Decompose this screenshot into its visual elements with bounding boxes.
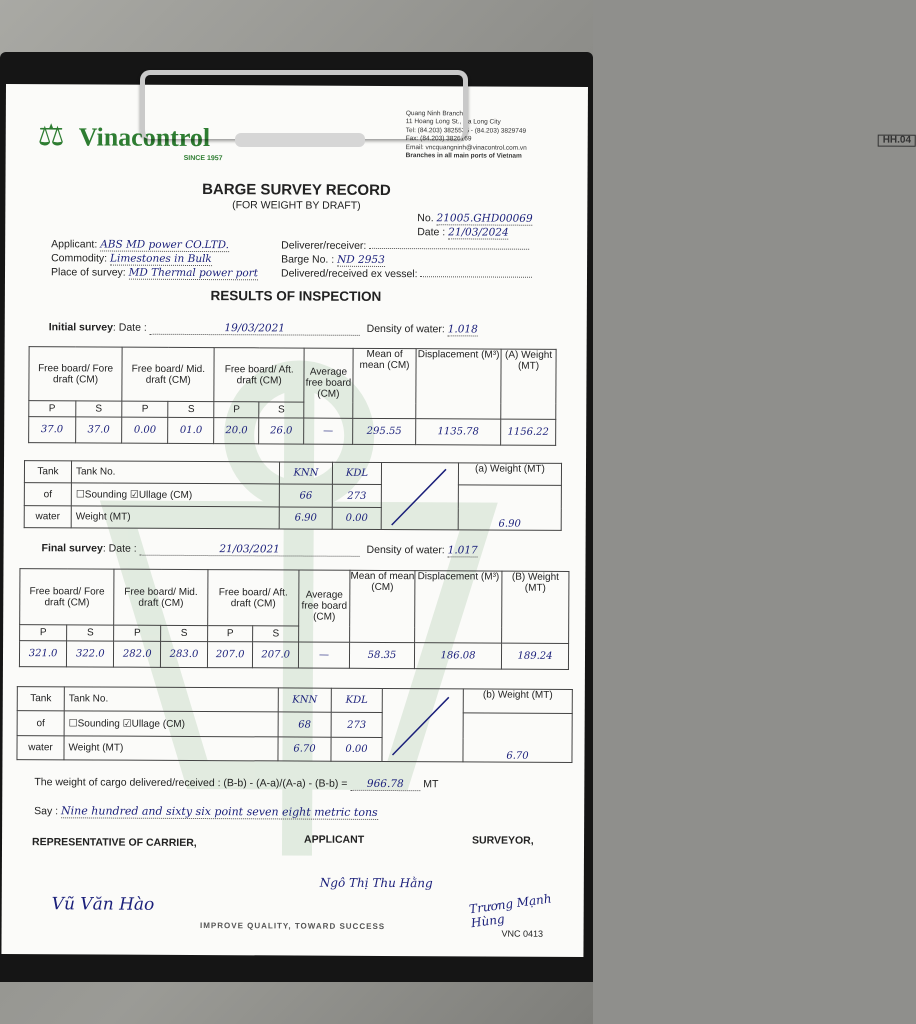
header-cell: Average free board (CM) bbox=[304, 348, 353, 418]
text-cell: Weight (MT) bbox=[71, 506, 279, 529]
text-cell: 1156.22 bbox=[501, 419, 556, 445]
header-cell: Average free board (CM) bbox=[299, 570, 350, 642]
text-cell: Ullage (CM) bbox=[131, 718, 186, 730]
text-cell: S bbox=[168, 401, 214, 417]
header-cell: Free board/ Aft. draft (CM) bbox=[214, 348, 304, 402]
text-cell: P bbox=[114, 625, 161, 641]
record-date bbox=[417, 226, 509, 238]
header-cell: Displacement (M³) bbox=[415, 571, 502, 643]
address-line: 11 Hoang Long St., Ha Long City bbox=[405, 118, 501, 126]
header-cell: Mean of mean (CM) bbox=[350, 570, 415, 642]
text-cell: Sounding bbox=[84, 488, 128, 501]
text-cell: Final survey bbox=[41, 542, 103, 555]
initial-date: 19/03/2021 bbox=[150, 322, 360, 336]
initial-survey-line bbox=[49, 321, 569, 337]
text-cell: S bbox=[161, 625, 208, 641]
address-line: Email: vncquangninh@vinacontrol.com.vn bbox=[405, 143, 527, 152]
text-cell: 20.0 bbox=[214, 418, 259, 444]
doc-code: HH.04 bbox=[878, 135, 916, 148]
text-cell: : Date : bbox=[112, 321, 147, 334]
applicant-value: ABS MD power CO.LTD. bbox=[100, 238, 230, 252]
text-cell: 6.90 bbox=[279, 507, 332, 529]
cross-cell bbox=[381, 462, 458, 529]
document-subtitle: (FOR WEIGHT BY DRAFT) bbox=[232, 199, 361, 212]
text-cell: 321.0 bbox=[19, 641, 66, 667]
surveyor-label: SURVEYOR, bbox=[472, 834, 534, 847]
text-cell: 0.00 bbox=[331, 737, 382, 761]
text-cell: P bbox=[214, 402, 259, 418]
address-line: Fax: (84.203) 3826169 bbox=[405, 135, 472, 143]
text-cell: Tank No. bbox=[64, 687, 278, 712]
text-cell: Tank bbox=[17, 687, 64, 711]
header-cell: Displacement (M³) bbox=[416, 349, 501, 419]
text-cell: — bbox=[304, 418, 353, 444]
text-cell: Delivered/received ex vessel: bbox=[280, 267, 418, 281]
text-cell: Density of water: bbox=[366, 322, 445, 336]
text-cell: MT bbox=[423, 778, 439, 791]
surveyor-signature: Trương Mạnh Hùng bbox=[468, 891, 553, 931]
text-cell: KNN bbox=[279, 462, 332, 484]
text-cell: 6.70 bbox=[278, 737, 331, 761]
address-line: Branches in all main ports of Vietnam bbox=[405, 152, 522, 160]
text-cell: : Date : bbox=[102, 542, 137, 555]
document-title: BARGE SURVEY RECORD bbox=[202, 181, 391, 200]
text-cell: 273 bbox=[331, 712, 382, 737]
text-cell: 186.08 bbox=[414, 643, 501, 669]
record-date-value: 21/03/2024 bbox=[448, 226, 509, 239]
final-draft-table bbox=[19, 568, 570, 670]
text-cell: Tank bbox=[24, 461, 71, 483]
text-cell: S bbox=[253, 626, 299, 642]
text-cell: Say : bbox=[34, 805, 59, 818]
text-cell: P bbox=[122, 401, 168, 417]
text-cell: 207.0 bbox=[207, 642, 253, 668]
text-cell: S bbox=[259, 402, 304, 418]
header-cell: Free board/ Fore draft (CM) bbox=[20, 569, 115, 625]
text-cell: Weight (MT) bbox=[64, 736, 278, 761]
text-cell: Ullage (CM) bbox=[138, 489, 193, 501]
text-cell: water bbox=[24, 506, 71, 528]
text-cell: Place of survey: bbox=[50, 266, 126, 279]
text-cell: Tank No. bbox=[71, 461, 279, 484]
binder-clip bbox=[140, 70, 468, 139]
text-cell: 01.0 bbox=[168, 417, 214, 443]
final-survey-line bbox=[42, 542, 572, 558]
record-no bbox=[417, 212, 532, 225]
cross-cell bbox=[382, 688, 463, 761]
text-cell: 0.00 bbox=[122, 417, 168, 443]
text-cell: 283.0 bbox=[161, 641, 208, 667]
table-row bbox=[29, 417, 556, 446]
applicant-label: APPLICANT bbox=[304, 833, 365, 846]
since-label: SINCE 1957 bbox=[183, 154, 223, 163]
header-cell: Free board/ Aft. draft (CM) bbox=[208, 570, 299, 626]
surveyor-code: VNC 0413 bbox=[501, 928, 544, 939]
text-cell: Applicant: bbox=[51, 238, 98, 251]
header-cell: Free board/ Mid. draft (CM) bbox=[122, 347, 215, 401]
initial-density: 1.018 bbox=[447, 323, 478, 336]
header-cell: (B) Weight (MT) bbox=[502, 571, 569, 643]
tank-table-1: Tank Tank No. KNN KDL (a) Weight (MT) of ☐Sounding ☑Ullage (CM) 66 273 6.90 water Weight (MT) 6.90 0.00 bbox=[24, 460, 562, 531]
text-cell: 6.90 bbox=[458, 485, 561, 531]
cargo-weight-value: 966.78 bbox=[350, 778, 420, 791]
text-cell: 37.0 bbox=[29, 417, 76, 443]
parties-left bbox=[51, 237, 291, 280]
commodity-value: Limestones in Bulk bbox=[109, 252, 212, 266]
text-cell: water bbox=[17, 736, 64, 760]
text-cell: KNN bbox=[278, 688, 331, 712]
text-cell: (a) Weight (MT) bbox=[458, 463, 561, 486]
text-cell: 68 bbox=[278, 712, 331, 737]
text-cell: 6.70 bbox=[463, 713, 572, 763]
text-cell: The weight of cargo delivered/received : (B-b) - (A-a)/(A-a) - (B-b) = bbox=[34, 776, 348, 790]
text-cell: 273 bbox=[332, 484, 381, 507]
initial-draft-table bbox=[28, 346, 557, 446]
text-cell: — bbox=[298, 642, 349, 668]
text-cell: 282.0 bbox=[114, 641, 161, 667]
carrier-label: REPRESENTATIVE OF CARRIER, bbox=[31, 836, 197, 850]
text-cell: No. bbox=[417, 212, 434, 225]
text-cell: (b) Weight (MT) bbox=[463, 689, 572, 714]
final-date: 21/03/2021 bbox=[140, 543, 360, 557]
text-cell: S bbox=[75, 401, 122, 417]
tank-table-2: Tank Tank No. KNN KDL (b) Weight (MT) of ☐Sounding ☑Ullage (CM) 68 273 6.70 water Weight (MT) 6.70 0.00 bbox=[16, 686, 572, 763]
place-value: MD Thermal power port bbox=[128, 266, 258, 280]
scales-icon: ⚖ bbox=[37, 119, 65, 153]
text-cell: 322.0 bbox=[67, 641, 114, 667]
text-cell: S bbox=[67, 625, 114, 641]
text-cell: 37.0 bbox=[75, 417, 122, 443]
text-cell: of bbox=[24, 483, 71, 506]
table-row bbox=[19, 641, 568, 670]
text-cell: Commodity: bbox=[51, 252, 108, 265]
text-cell: Initial survey bbox=[48, 321, 113, 334]
text-cell: P bbox=[20, 625, 67, 641]
text-cell: Density of water: bbox=[366, 543, 445, 557]
text-cell: 26.0 bbox=[259, 418, 304, 444]
text-cell: P bbox=[207, 626, 253, 642]
text-cell: 295.55 bbox=[353, 418, 416, 444]
text-cell: of bbox=[17, 711, 64, 736]
text-cell: 58.35 bbox=[349, 642, 414, 668]
text-cell: 0.00 bbox=[332, 507, 381, 529]
branch-label: Quang Ninh Branch: bbox=[405, 110, 465, 118]
text-cell: KDL bbox=[331, 688, 382, 712]
text-cell: Deliverer/receiver: bbox=[281, 239, 367, 252]
parties-right bbox=[281, 238, 551, 281]
slogan: IMPROVE QUALITY, TOWARD SUCCESS bbox=[200, 921, 386, 931]
text-cell: P bbox=[29, 401, 76, 417]
say-value: Nine hundred and sixty six point seven eight metric tons bbox=[61, 804, 378, 819]
final-density: 1.017 bbox=[447, 544, 478, 557]
header-cell: Mean of mean (CM) bbox=[353, 348, 416, 418]
text-cell: Barge No. : bbox=[281, 253, 335, 266]
company-name: Vinacontrol bbox=[78, 122, 211, 153]
results-title: RESULTS OF INSPECTION bbox=[210, 288, 382, 304]
text-cell: 1135.78 bbox=[416, 419, 501, 445]
text-cell: KDL bbox=[332, 462, 381, 484]
survey-document bbox=[1, 84, 912, 957]
header-cell: (A) Weight (MT) bbox=[501, 349, 556, 419]
text-cell: 189.24 bbox=[501, 643, 568, 669]
say-line bbox=[34, 804, 574, 820]
barge-value: ND 2953 bbox=[337, 253, 385, 266]
text-cell: Date : bbox=[417, 226, 446, 239]
text-cell: 66 bbox=[279, 484, 332, 507]
text-cell: 207.0 bbox=[253, 642, 299, 668]
text-cell: Sounding bbox=[77, 717, 120, 730]
header-cell: Free board/ Mid. draft (CM) bbox=[114, 569, 208, 625]
address-line: Tel: (84.203) 3825535 - (84.203) 3829749 bbox=[405, 126, 527, 135]
record-no-value: 21005.GHD00069 bbox=[436, 212, 533, 225]
applicant-signature: Ngô Thị Thu Hằng bbox=[319, 875, 433, 891]
header-cell: Free board/ Fore draft (CM) bbox=[29, 347, 123, 401]
carrier-signature: Vũ Văn Hào bbox=[51, 894, 155, 915]
